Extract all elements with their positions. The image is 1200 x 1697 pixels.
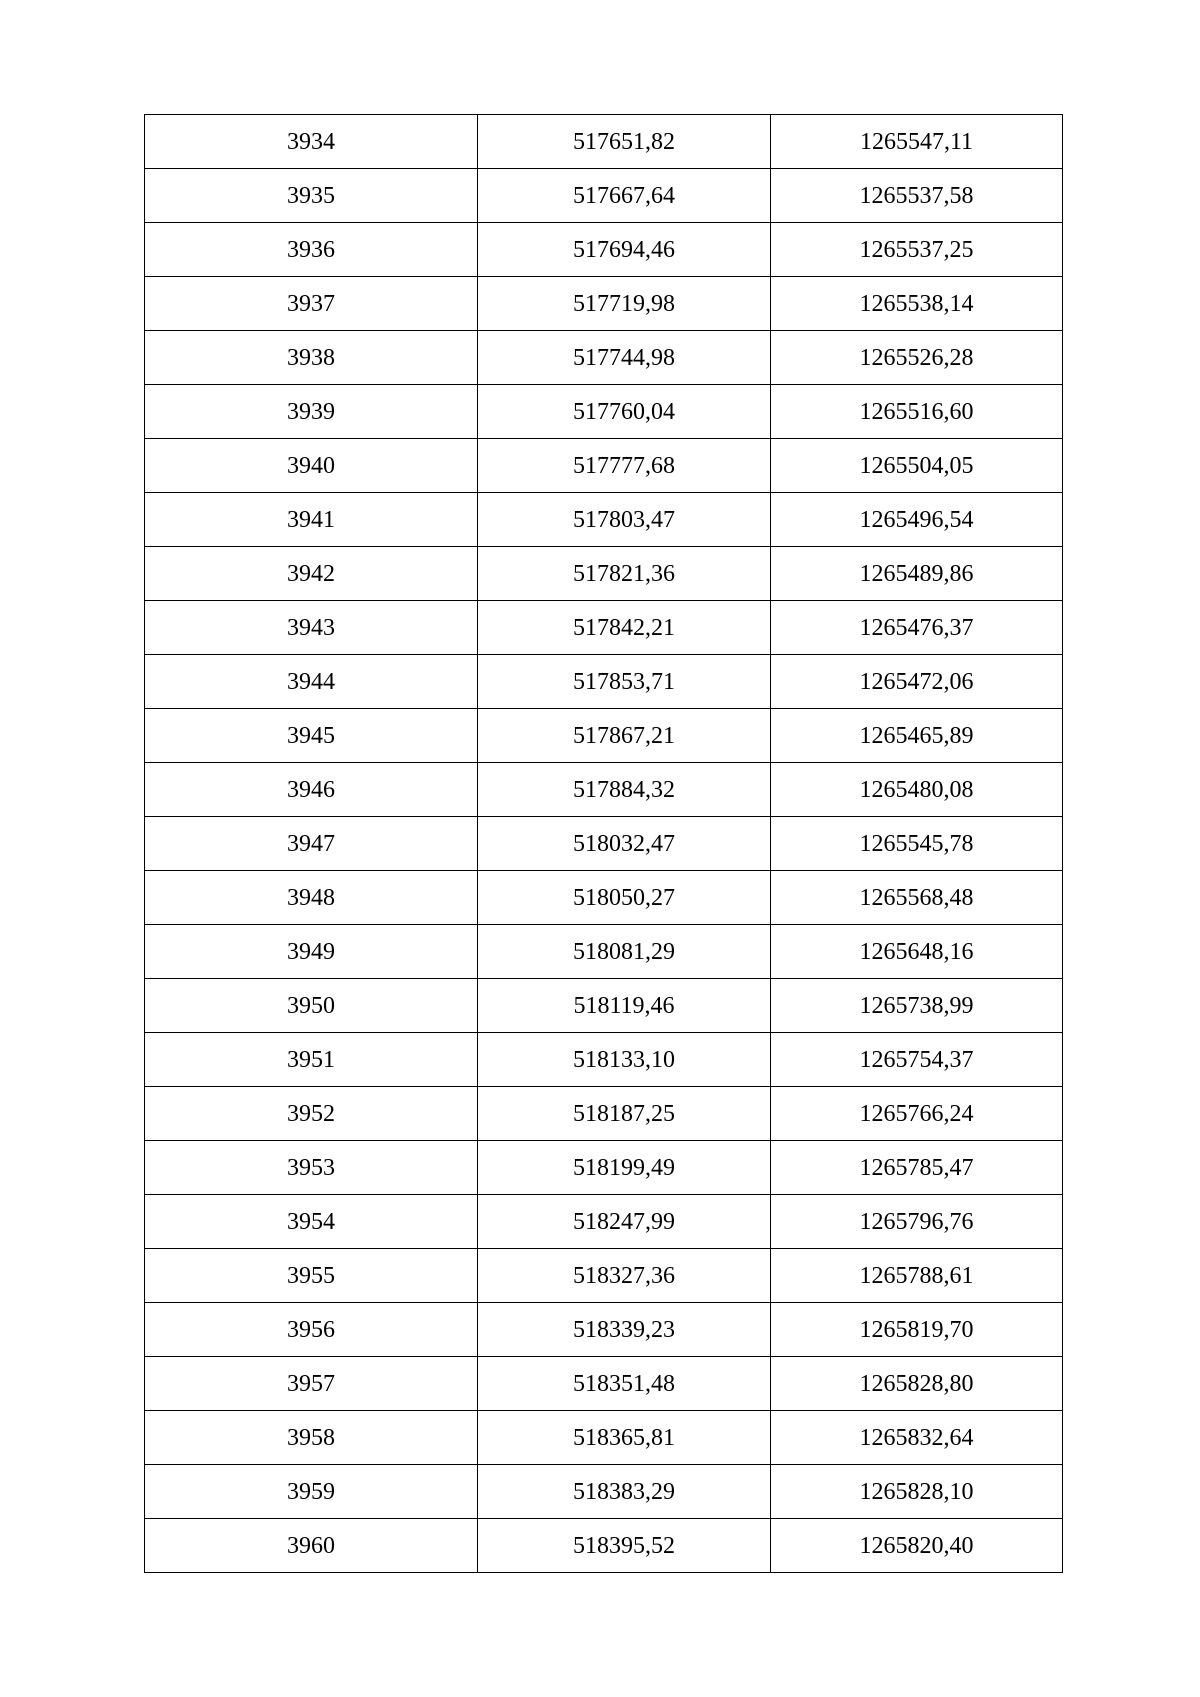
x-coordinate-cell: 518119,46 — [478, 979, 771, 1033]
point-number-cell: 3951 — [145, 1033, 478, 1087]
point-number-cell: 3936 — [145, 223, 478, 277]
x-coordinate-cell: 517884,32 — [478, 763, 771, 817]
x-coordinate-cell: 517803,47 — [478, 493, 771, 547]
table-row — [145, 1465, 1063, 1519]
y-coordinate-cell: 1265476,37 — [771, 601, 1063, 655]
point-number-cell: 3956 — [145, 1303, 478, 1357]
table-row — [145, 547, 1063, 601]
table-row — [145, 169, 1063, 223]
y-coordinate-cell: 1265766,24 — [771, 1087, 1063, 1141]
point-number-cell: 3944 — [145, 655, 478, 709]
point-number-cell: 3938 — [145, 331, 478, 385]
table-row — [145, 1141, 1063, 1195]
point-number-cell: 3957 — [145, 1357, 478, 1411]
point-number-cell: 3946 — [145, 763, 478, 817]
x-coordinate-cell: 518327,36 — [478, 1249, 771, 1303]
point-number-cell: 3940 — [145, 439, 478, 493]
y-coordinate-cell: 1265738,99 — [771, 979, 1063, 1033]
x-coordinate-cell: 518133,10 — [478, 1033, 771, 1087]
y-coordinate-cell: 1265489,86 — [771, 547, 1063, 601]
table-row — [145, 439, 1063, 493]
x-coordinate-cell: 517842,21 — [478, 601, 771, 655]
point-number-cell: 3954 — [145, 1195, 478, 1249]
point-number-cell: 3945 — [145, 709, 478, 763]
table-row — [145, 115, 1063, 169]
x-coordinate-cell: 518339,23 — [478, 1303, 771, 1357]
table-row — [145, 1033, 1063, 1087]
x-coordinate-cell: 518395,52 — [478, 1519, 771, 1573]
table-row — [145, 601, 1063, 655]
table-row — [145, 223, 1063, 277]
x-coordinate-cell: 517744,98 — [478, 331, 771, 385]
table-row — [145, 493, 1063, 547]
x-coordinate-cell: 518199,49 — [478, 1141, 771, 1195]
y-coordinate-cell: 1265537,58 — [771, 169, 1063, 223]
point-number-cell: 3958 — [145, 1411, 478, 1465]
table-row — [145, 1411, 1063, 1465]
point-number-cell: 3937 — [145, 277, 478, 331]
point-number-cell: 3953 — [145, 1141, 478, 1195]
point-number-cell: 3948 — [145, 871, 478, 925]
y-coordinate-cell: 1265538,14 — [771, 277, 1063, 331]
x-coordinate-cell: 517651,82 — [478, 115, 771, 169]
y-coordinate-cell: 1265828,10 — [771, 1465, 1063, 1519]
y-coordinate-cell: 1265545,78 — [771, 817, 1063, 871]
y-coordinate-cell: 1265496,54 — [771, 493, 1063, 547]
table-row — [145, 331, 1063, 385]
y-coordinate-cell: 1265547,11 — [771, 115, 1063, 169]
y-coordinate-cell: 1265788,61 — [771, 1249, 1063, 1303]
table-row — [145, 1087, 1063, 1141]
table-row — [145, 925, 1063, 979]
x-coordinate-cell: 518247,99 — [478, 1195, 771, 1249]
x-coordinate-cell: 517853,71 — [478, 655, 771, 709]
point-number-cell: 3942 — [145, 547, 478, 601]
table-row — [145, 979, 1063, 1033]
table-row — [145, 655, 1063, 709]
point-number-cell: 3960 — [145, 1519, 478, 1573]
point-number-cell: 3941 — [145, 493, 478, 547]
y-coordinate-cell: 1265754,37 — [771, 1033, 1063, 1087]
table-row — [145, 277, 1063, 331]
point-number-cell: 3935 — [145, 169, 478, 223]
point-number-cell: 3949 — [145, 925, 478, 979]
point-number-cell: 3947 — [145, 817, 478, 871]
y-coordinate-cell: 1265504,05 — [771, 439, 1063, 493]
x-coordinate-cell: 518187,25 — [478, 1087, 771, 1141]
table-row — [145, 1303, 1063, 1357]
y-coordinate-cell: 1265537,25 — [771, 223, 1063, 277]
point-number-cell: 3959 — [145, 1465, 478, 1519]
x-coordinate-cell: 517694,46 — [478, 223, 771, 277]
y-coordinate-cell: 1265796,76 — [771, 1195, 1063, 1249]
y-coordinate-cell: 1265472,06 — [771, 655, 1063, 709]
x-coordinate-cell: 517760,04 — [478, 385, 771, 439]
table-row — [145, 709, 1063, 763]
point-number-cell: 3943 — [145, 601, 478, 655]
y-coordinate-cell: 1265785,47 — [771, 1141, 1063, 1195]
y-coordinate-cell: 1265819,70 — [771, 1303, 1063, 1357]
point-number-cell: 3939 — [145, 385, 478, 439]
point-number-cell: 3952 — [145, 1087, 478, 1141]
y-coordinate-cell: 1265832,64 — [771, 1411, 1063, 1465]
x-coordinate-cell: 518050,27 — [478, 871, 771, 925]
x-coordinate-cell: 518351,48 — [478, 1357, 771, 1411]
x-coordinate-cell: 517867,21 — [478, 709, 771, 763]
coordinates-table-body — [145, 115, 1063, 1573]
table-row — [145, 385, 1063, 439]
x-coordinate-cell: 518032,47 — [478, 817, 771, 871]
y-coordinate-cell: 1265648,16 — [771, 925, 1063, 979]
x-coordinate-cell: 518383,29 — [478, 1465, 771, 1519]
x-coordinate-cell: 517719,98 — [478, 277, 771, 331]
table-row — [145, 1357, 1063, 1411]
table-row — [145, 1249, 1063, 1303]
table-row — [145, 817, 1063, 871]
y-coordinate-cell: 1265516,60 — [771, 385, 1063, 439]
table-row — [145, 1195, 1063, 1249]
x-coordinate-cell: 517777,68 — [478, 439, 771, 493]
x-coordinate-cell: 517821,36 — [478, 547, 771, 601]
y-coordinate-cell: 1265526,28 — [771, 331, 1063, 385]
coordinates-table — [144, 114, 1063, 1573]
x-coordinate-cell: 518081,29 — [478, 925, 771, 979]
table-row — [145, 871, 1063, 925]
point-number-cell: 3934 — [145, 115, 478, 169]
y-coordinate-cell: 1265828,80 — [771, 1357, 1063, 1411]
point-number-cell: 3950 — [145, 979, 478, 1033]
y-coordinate-cell: 1265465,89 — [771, 709, 1063, 763]
x-coordinate-cell: 518365,81 — [478, 1411, 771, 1465]
point-number-cell: 3955 — [145, 1249, 478, 1303]
y-coordinate-cell: 1265480,08 — [771, 763, 1063, 817]
table-row — [145, 1519, 1063, 1573]
x-coordinate-cell: 517667,64 — [478, 169, 771, 223]
y-coordinate-cell: 1265568,48 — [771, 871, 1063, 925]
table-row — [145, 763, 1063, 817]
y-coordinate-cell: 1265820,40 — [771, 1519, 1063, 1573]
